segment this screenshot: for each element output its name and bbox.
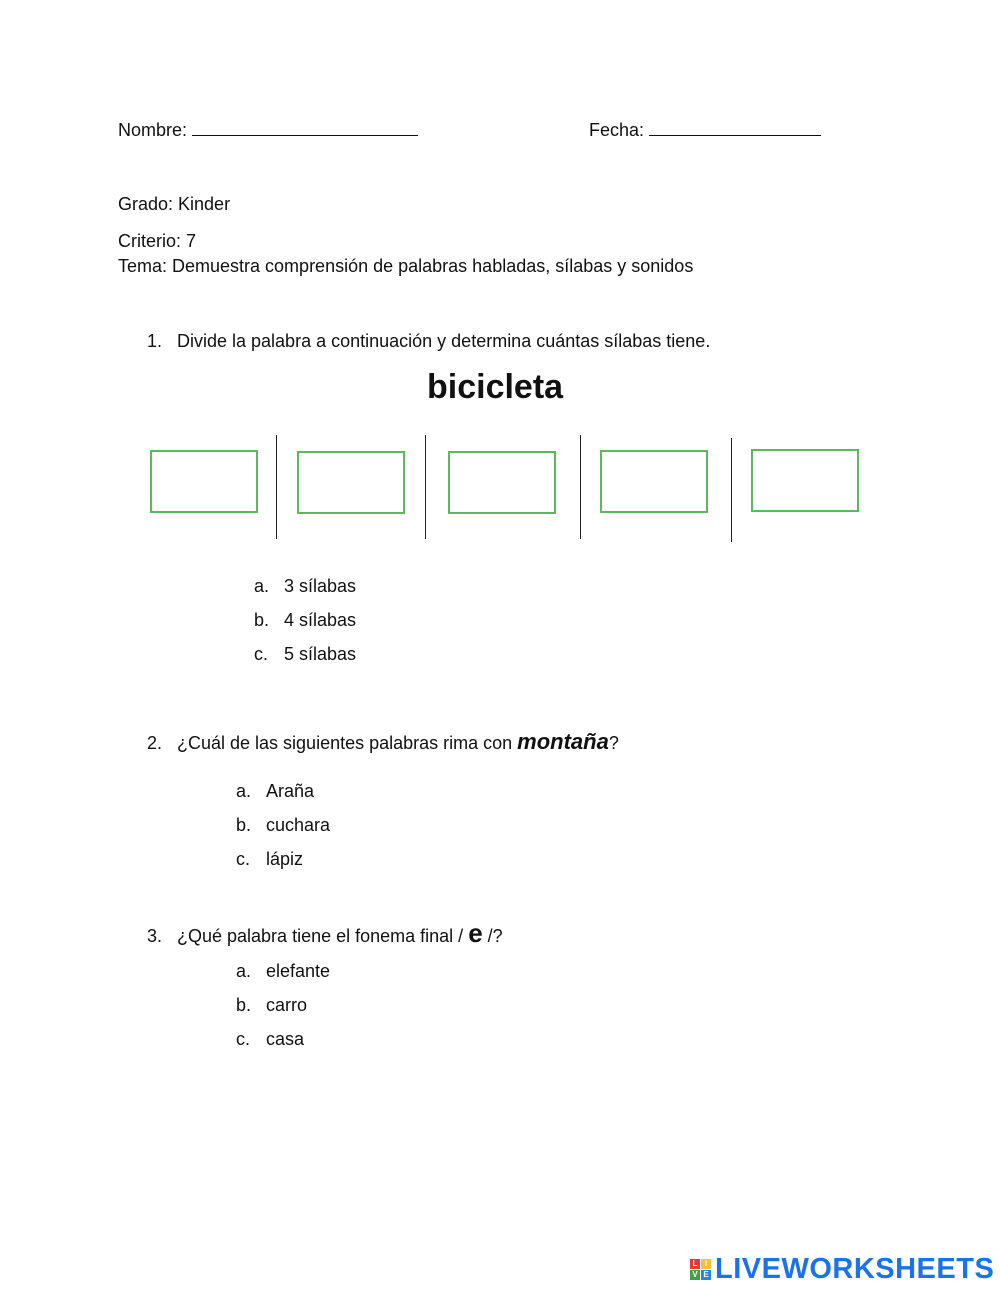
q2-option-a[interactable]: a. Araña [236,781,315,801]
syllable-box-4[interactable] [600,450,708,513]
name-field [118,119,418,141]
question-2-number: 2. [147,733,163,753]
name-blank[interactable] [192,119,418,136]
question-1-number: 1. [147,331,163,351]
syllable-box-3[interactable] [448,451,556,514]
divider-line-3 [580,435,581,539]
syllable-word: bicicleta [427,368,564,406]
syllable-box-1[interactable] [150,450,258,513]
q2-option-b[interactable]: b. cuchara [236,815,331,835]
date-blank[interactable] [649,119,821,136]
logo-text: LIVEWORKSHEETS [715,1252,995,1285]
name-label: Nombre: [118,120,188,140]
q2-option-c[interactable]: c. lápiz [236,849,304,869]
question-1-text: Divide la palabra a continuación y determina cuántas sílabas tiene. [177,331,711,351]
syllable-box-2[interactable] [297,451,405,514]
question-3-number: 3. [147,926,163,946]
phoneme-letter: e [468,918,483,948]
q3-option-b[interactable]: b. carro [236,995,308,1015]
q1-option-c[interactable]: c. 5 sílabas [254,644,357,664]
logo-icon: L I V E [690,1259,711,1280]
q1-option-b[interactable]: b. 4 sílabas [254,610,357,630]
q1-option-a[interactable]: a. 3 sílabas [254,576,357,596]
question-3: 3. ¿Qué palabra tiene el fonema final / e /? [147,918,503,948]
date-field [589,119,821,141]
q3-option-c[interactable]: c. casa [236,1029,305,1049]
divider-line-2 [425,435,426,539]
divider-line-4 [731,438,732,542]
rhyme-word: montaña [517,729,609,754]
topic-line: Tema: Demuestra comprensión de palabras habladas, sílabas y sonidos [118,256,694,276]
divider-line-1 [276,435,277,539]
criterion-line: Criterio: 7 [118,231,197,251]
date-label: Fecha: [589,120,645,140]
question-2: 2. ¿Cuál de las siguientes palabras rima con montaña? [147,729,619,754]
q3-option-a[interactable]: a. elefante [236,961,331,981]
question-1 [147,331,710,352]
grade-line: Grado: Kinder [118,194,231,214]
liveworksheets-logo [690,1254,994,1284]
syllable-box-5[interactable] [751,449,859,512]
